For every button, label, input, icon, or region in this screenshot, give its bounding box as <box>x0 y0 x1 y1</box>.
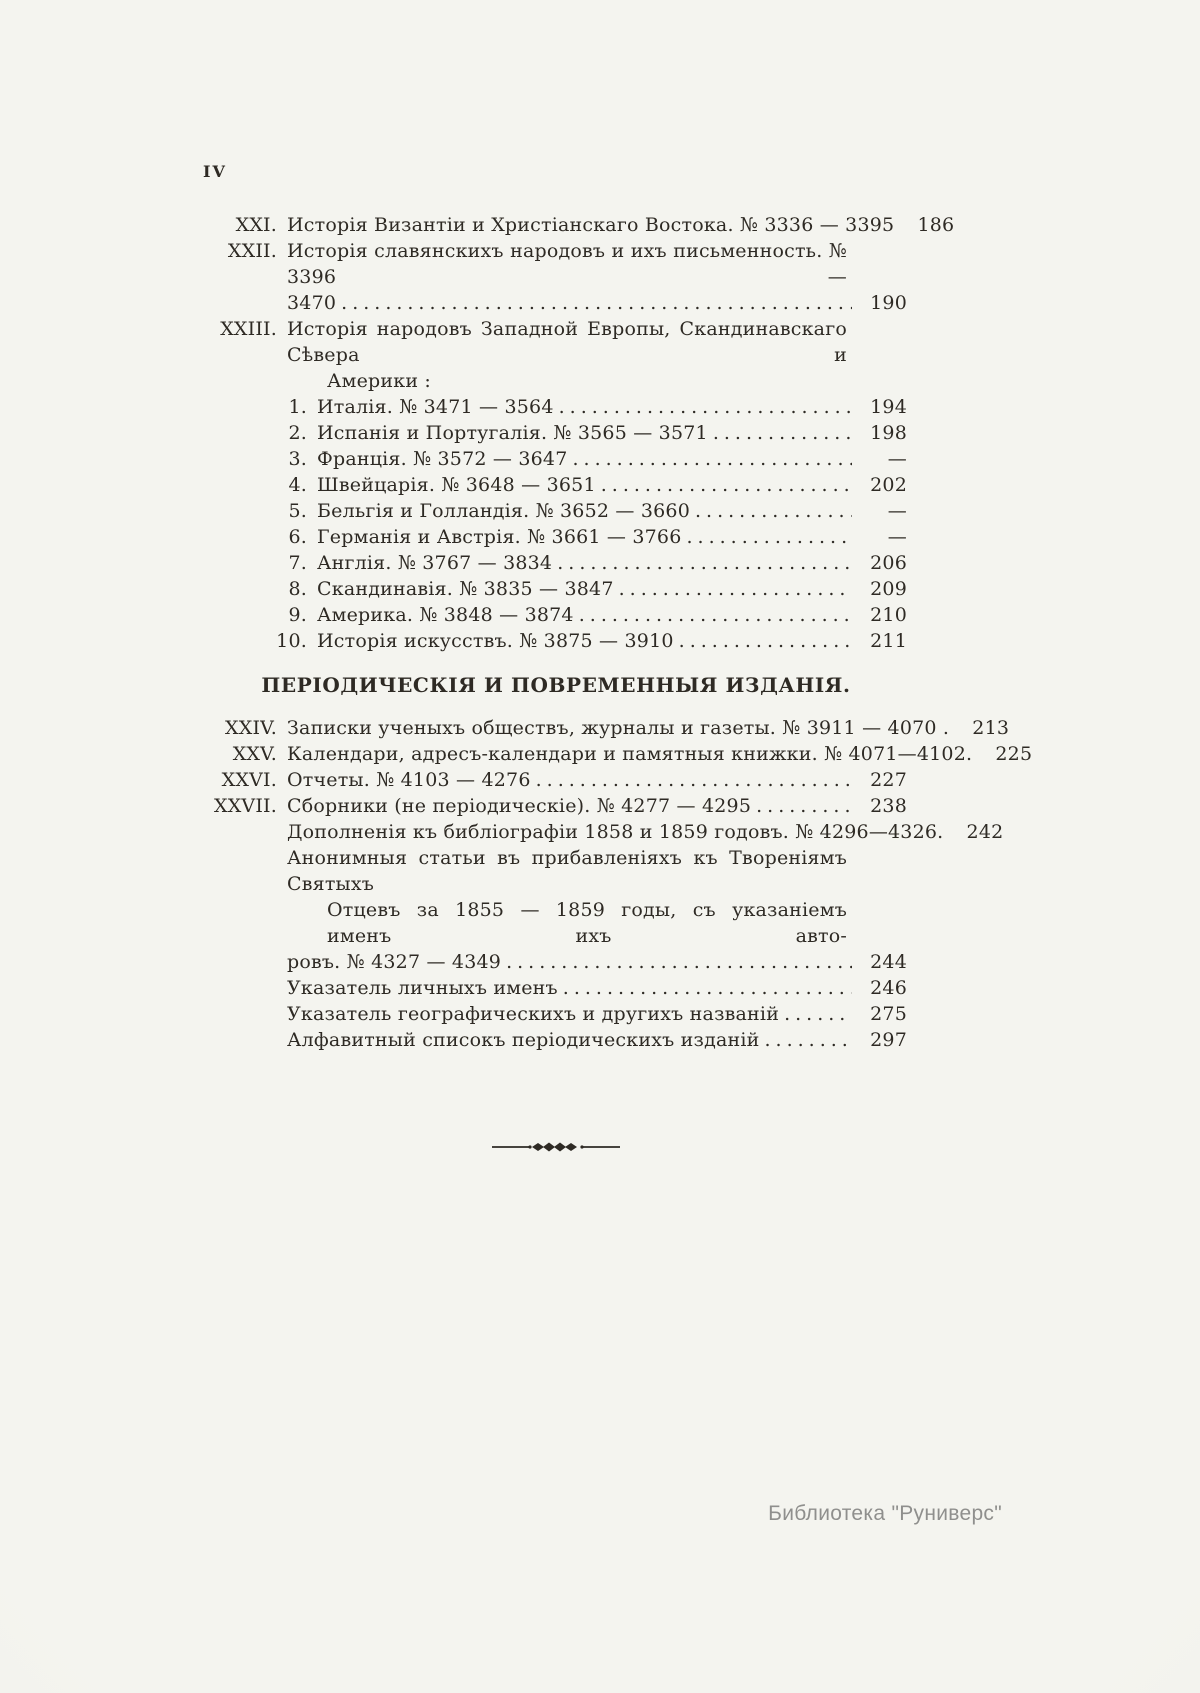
toc-row-title: Италія. № 3471 — 3564 <box>317 396 554 418</box>
toc-row-title: Алфавитный списокъ періодическихъ изданій <box>287 1029 760 1051</box>
toc-row <box>205 368 907 394</box>
toc-row-page: 297 <box>870 1029 907 1051</box>
toc-row-page: 275 <box>870 1003 907 1025</box>
toc-row <box>205 394 907 420</box>
toc-row-title: Отцевъ за 1855 — 1859 годы, съ указаніемъ именъ ихъ авто- <box>327 899 847 947</box>
toc-row-page: — <box>887 448 907 470</box>
toc-row-label: XXII. <box>227 240 277 262</box>
toc-row-page: 190 <box>870 292 907 314</box>
toc-row-page: 198 <box>870 422 907 444</box>
toc-row-page: 194 <box>870 396 907 418</box>
toc-row <box>205 1027 907 1053</box>
toc-row <box>205 767 907 793</box>
toc-row-title: ровъ. № 4327 — 4349 <box>287 951 502 973</box>
toc-leader-dots <box>536 767 852 793</box>
toc-row-title: Отчеты. № 4103 — 4276 <box>287 769 531 791</box>
toc-row-title: Указатель географическихъ и другихъ названій <box>287 1003 780 1025</box>
toc-row-title: Исторія славянскихъ народовъ и ихъ письменность. № 3396 — <box>287 240 847 288</box>
toc-leader-dots <box>506 949 852 975</box>
toc-row <box>205 238 907 290</box>
toc-row <box>205 602 907 628</box>
toc-row-title: Швейцарія. № 3648 — 3651 <box>317 474 596 496</box>
toc-row-title: Франція. № 3572 — 3647 <box>317 448 568 470</box>
toc-row <box>205 420 907 446</box>
toc-row-title: Дополненія къ библіографіи 1858 и 1859 годовъ. № 4296—4326. <box>287 821 944 843</box>
toc-leader-dots <box>765 1027 852 1053</box>
toc-row-title: Записки ученыхъ обществъ, журналы и газеты. № 3911 — 4070 . <box>287 717 950 739</box>
page-number: IV <box>203 162 227 181</box>
toc-leader-dots <box>579 602 852 628</box>
toc-row-page: — <box>887 500 907 522</box>
fleuron-divider-icon <box>205 1137 907 1159</box>
toc-row-page: 202 <box>870 474 907 496</box>
toc-leader-dots <box>756 793 852 819</box>
toc-leader-dots <box>687 524 852 550</box>
toc-row <box>205 715 1010 741</box>
toc-row-page: 211 <box>870 630 907 652</box>
toc-row-title: Скандинавія. № 3835 — 3847 <box>317 578 614 600</box>
toc-row-label: XXVII. <box>213 795 277 817</box>
toc-row-label: 2. <box>288 422 307 444</box>
toc-row-label: 8. <box>288 578 307 600</box>
toc-row <box>205 1001 907 1027</box>
toc-row-page: 206 <box>870 552 907 574</box>
toc-row-label: XXI. <box>235 214 277 236</box>
toc-row-page: 238 <box>870 795 907 817</box>
toc-leader-dots <box>601 472 852 498</box>
toc-row-page: — <box>887 526 907 548</box>
toc-row <box>205 576 907 602</box>
toc-row-page: 209 <box>870 578 907 600</box>
toc-row-label: 6. <box>288 526 307 548</box>
toc-row-title: Америка. № 3848 — 3874 <box>317 604 574 626</box>
library-watermark: Библиотека "Руниверс" <box>768 1502 1002 1525</box>
toc-row-label: 1. <box>288 396 307 418</box>
toc-row <box>205 741 1033 767</box>
toc-row-label: 9. <box>288 604 307 626</box>
toc-row-label: 4. <box>288 474 307 496</box>
toc-row-title: Англія. № 3767 — 3834 <box>317 552 553 574</box>
toc-row-page: 210 <box>870 604 907 626</box>
toc-row <box>205 316 907 368</box>
toc-row <box>205 550 907 576</box>
toc-row <box>205 212 955 238</box>
toc-row <box>205 793 907 819</box>
toc-leader-dots <box>559 394 852 420</box>
toc-row-title: Испанія и Португалія. № 3565 — 3571 <box>317 422 708 444</box>
toc-row-page: 244 <box>870 951 907 973</box>
toc-row-title: Календари, адресъ-календари и памятныя книжки. № 4071—4102. <box>287 743 973 765</box>
toc-sections <box>205 212 1033 1053</box>
toc-row <box>205 897 907 949</box>
toc-row-label: XXV. <box>232 743 277 765</box>
toc-leader-dots <box>563 975 852 1001</box>
toc-row-page: 246 <box>870 977 907 999</box>
table-of-contents <box>205 212 1033 1159</box>
toc-row <box>205 472 907 498</box>
toc-row-title: Германія и Австрія. № 3661 — 3766 <box>317 526 682 548</box>
toc-row <box>205 975 907 1001</box>
toc-row-label: 7. <box>288 552 307 574</box>
toc-leader-dots <box>784 1001 852 1027</box>
toc-row <box>205 446 907 472</box>
toc-row <box>205 845 907 897</box>
toc-row-title: Указатель личныхъ именъ <box>287 977 558 999</box>
toc-row-title: Исторія народовъ Западной Европы, Скандинавскаго Сѣвера и <box>287 318 847 366</box>
toc-leader-dots <box>619 576 852 602</box>
toc-row <box>205 498 907 524</box>
toc-row <box>205 290 907 316</box>
toc-leader-dots <box>573 446 853 472</box>
toc-row <box>205 524 907 550</box>
toc-row-title: Сборники (не періодическіе). № 4277 — 4295 <box>287 795 752 817</box>
toc-row-title: Исторія Византіи и Христіанскаго Востока. № 3336 — 3395 <box>287 214 895 236</box>
toc-row-title: 3470 <box>287 292 337 314</box>
section-heading: ПЕРІОДИЧЕСКІЯ И ПОВРЕМЕННЫЯ ИЗДАНІЯ. <box>261 673 851 697</box>
toc-leader-dots <box>679 628 852 654</box>
toc-row <box>205 819 1004 845</box>
toc-row-page: 242 <box>966 821 1004 843</box>
toc-row-title: Америки : <box>327 370 432 392</box>
toc-row <box>205 628 907 654</box>
toc-leader-dots <box>557 550 852 576</box>
toc-row-label: XXVI. <box>221 769 277 791</box>
toc-row-page: 213 <box>972 717 1010 739</box>
toc-row-title: Исторія искусствъ. № 3875 — 3910 <box>317 630 674 652</box>
toc-row-label: 10. <box>276 630 307 652</box>
toc-row-title: Анонимныя статьи въ прибавленіяхъ къ Твореніямъ Святыхъ <box>287 847 847 895</box>
toc-row-label: 3. <box>288 448 307 470</box>
toc-row <box>205 949 907 975</box>
toc-row-label: XXIII. <box>220 318 277 340</box>
toc-row-title: Бельгія и Голландія. № 3652 — 3660 <box>317 500 690 522</box>
toc-row-page: 186 <box>917 214 955 236</box>
toc-leader-dots <box>341 290 852 316</box>
toc-leader-dots <box>695 498 852 524</box>
toc-row-label: 5. <box>288 500 307 522</box>
toc-row-page: 227 <box>870 769 907 791</box>
toc-row-page: 225 <box>995 743 1033 765</box>
toc-row-label: XXIV. <box>225 717 277 739</box>
toc-leader-dots <box>713 420 852 446</box>
